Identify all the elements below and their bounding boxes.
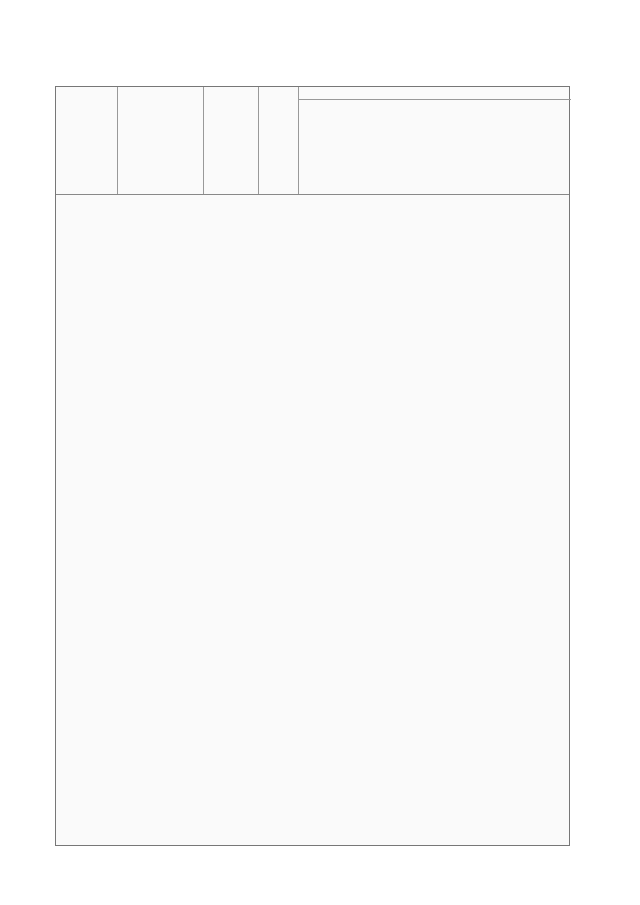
header-years-group	[299, 87, 571, 194]
header-sources	[204, 87, 259, 194]
rotated-budget-table	[55, 86, 570, 846]
table-header	[56, 87, 569, 195]
header-status	[56, 87, 118, 194]
header-name	[118, 87, 204, 194]
header-total	[259, 87, 299, 194]
